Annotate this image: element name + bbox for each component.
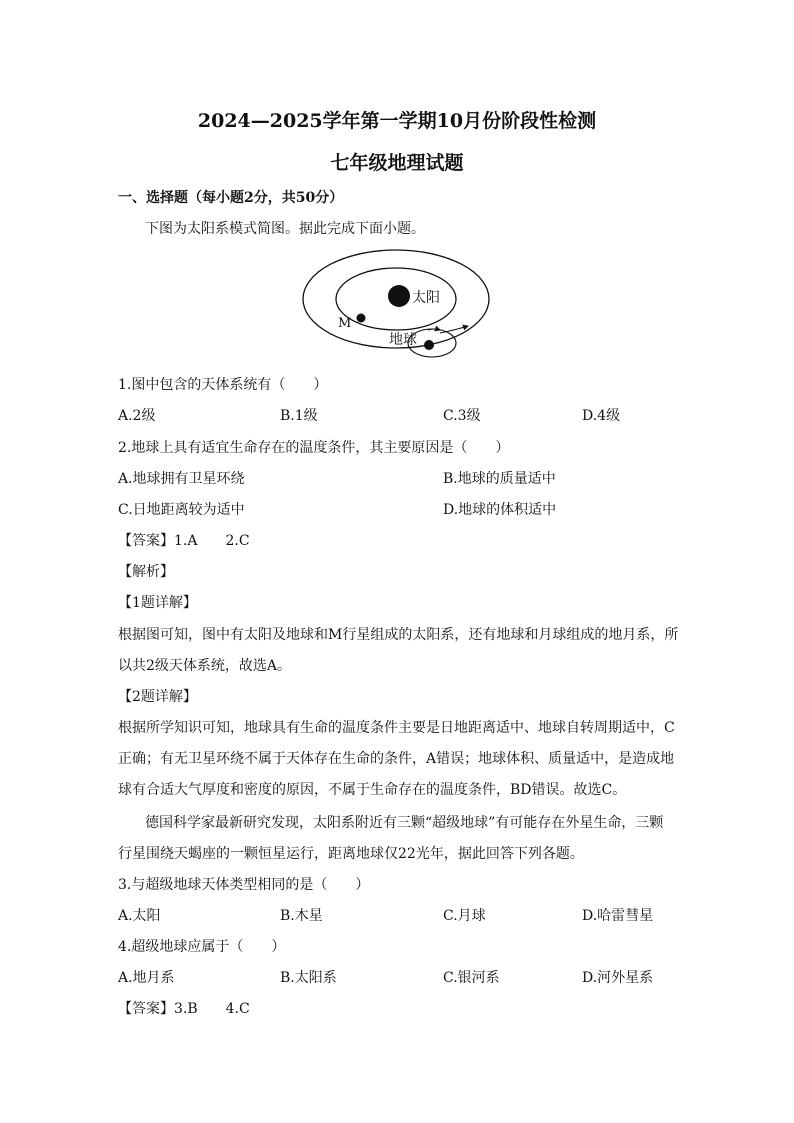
solar-system-diagram bbox=[300, 248, 500, 368]
q3-option-d: D.哈雷彗星 bbox=[582, 908, 654, 924]
question-4: 4.超级地球应属于（ ） bbox=[118, 939, 286, 955]
q4-option-c: C.银河系 bbox=[443, 970, 500, 986]
q2-detail-line: 根据所学知识可知，地球具有生命的温度条件主要是日地距离适中、地球自转周期适中，C bbox=[118, 720, 675, 736]
answer-3-4: 【答案】3.B 4.C bbox=[118, 1001, 250, 1017]
earth-label: 地球 bbox=[389, 332, 417, 348]
q2-detail-line: 球有合适大气厚度和密度的原因，不属于生命存在的温度条件，BD错误。故选C。 bbox=[118, 782, 627, 798]
q1-detail-line: 根据图可知，图中有太阳及地球和M行星组成的太阳系，还有地球和月球组成的地月系，所 bbox=[118, 627, 679, 643]
planet-m-icon bbox=[357, 314, 366, 323]
section-heading: 一、选择题（每小题2分，共50分） bbox=[118, 190, 344, 206]
moon-orbit-arrow bbox=[428, 329, 440, 330]
q2-option-c: C.日地距离较为适中 bbox=[118, 502, 245, 518]
q3-option-c: C.月球 bbox=[443, 908, 486, 924]
analysis-heading: 【解析】 bbox=[118, 564, 174, 580]
question-1: 1.图中包含的天体系统有（ ） bbox=[118, 377, 328, 393]
q2-option-d: D.地球的体积适中 bbox=[443, 502, 557, 518]
q1-option-a: A.2级 bbox=[118, 408, 156, 424]
q2-option-b: B.地球的质量适中 bbox=[443, 471, 556, 487]
q3-option-a: A.太阳 bbox=[118, 908, 161, 924]
q2-detail-heading: 【2题详解】 bbox=[118, 689, 197, 705]
q1-detail-heading: 【1题详解】 bbox=[118, 595, 197, 611]
q2-detail-line: 正确；有无卫星环绕不属于天体存在生命的条件，A错误；地球体积、质量适中，是造成地 bbox=[118, 751, 675, 767]
exam-subtitle: 七年级地理试题 bbox=[330, 152, 464, 174]
q3-option-b: B.木星 bbox=[280, 908, 323, 924]
question-2: 2.地球上具有适宜生命存在的温度条件，其主要原因是（ ） bbox=[118, 440, 510, 456]
intro-text-2: 德国科学家最新研究发现，太阳系附近有三颗“超级地球”有可能存在外星生命，三颗 bbox=[145, 815, 664, 831]
intro-text-2-cont: 行星围绕天蝎座的一颗恒星运行，距离地球仅22光年，据此回答下列各题。 bbox=[118, 846, 584, 862]
q1-option-b: B.1级 bbox=[280, 408, 318, 424]
question-3: 3.与超级地球天体类型相同的是（ ） bbox=[118, 877, 370, 893]
q1-option-d: D.4级 bbox=[582, 408, 621, 424]
q1-option-c: C.3级 bbox=[443, 408, 481, 424]
earth-icon bbox=[424, 340, 434, 350]
q4-option-a: A.地月系 bbox=[118, 970, 175, 986]
sun-label: 太阳 bbox=[412, 290, 440, 306]
q4-option-d: D.河外星系 bbox=[582, 970, 654, 986]
exam-title: 2024—2025学年第一学期10月份阶段性检测 bbox=[197, 110, 597, 132]
q4-option-b: B.太阳系 bbox=[280, 970, 337, 986]
q1-detail-line: 以共2级天体系统，故选A。 bbox=[118, 658, 292, 674]
answer-1-2: 【答案】1.A 2.C bbox=[118, 533, 250, 549]
q2-option-a: A.地球拥有卫星环绕 bbox=[118, 471, 245, 487]
sun-icon bbox=[388, 285, 410, 307]
planet-m-label: M bbox=[338, 316, 352, 331]
intro-text-1: 下图为太阳系模式简图。据此完成下面小题。 bbox=[145, 221, 425, 237]
